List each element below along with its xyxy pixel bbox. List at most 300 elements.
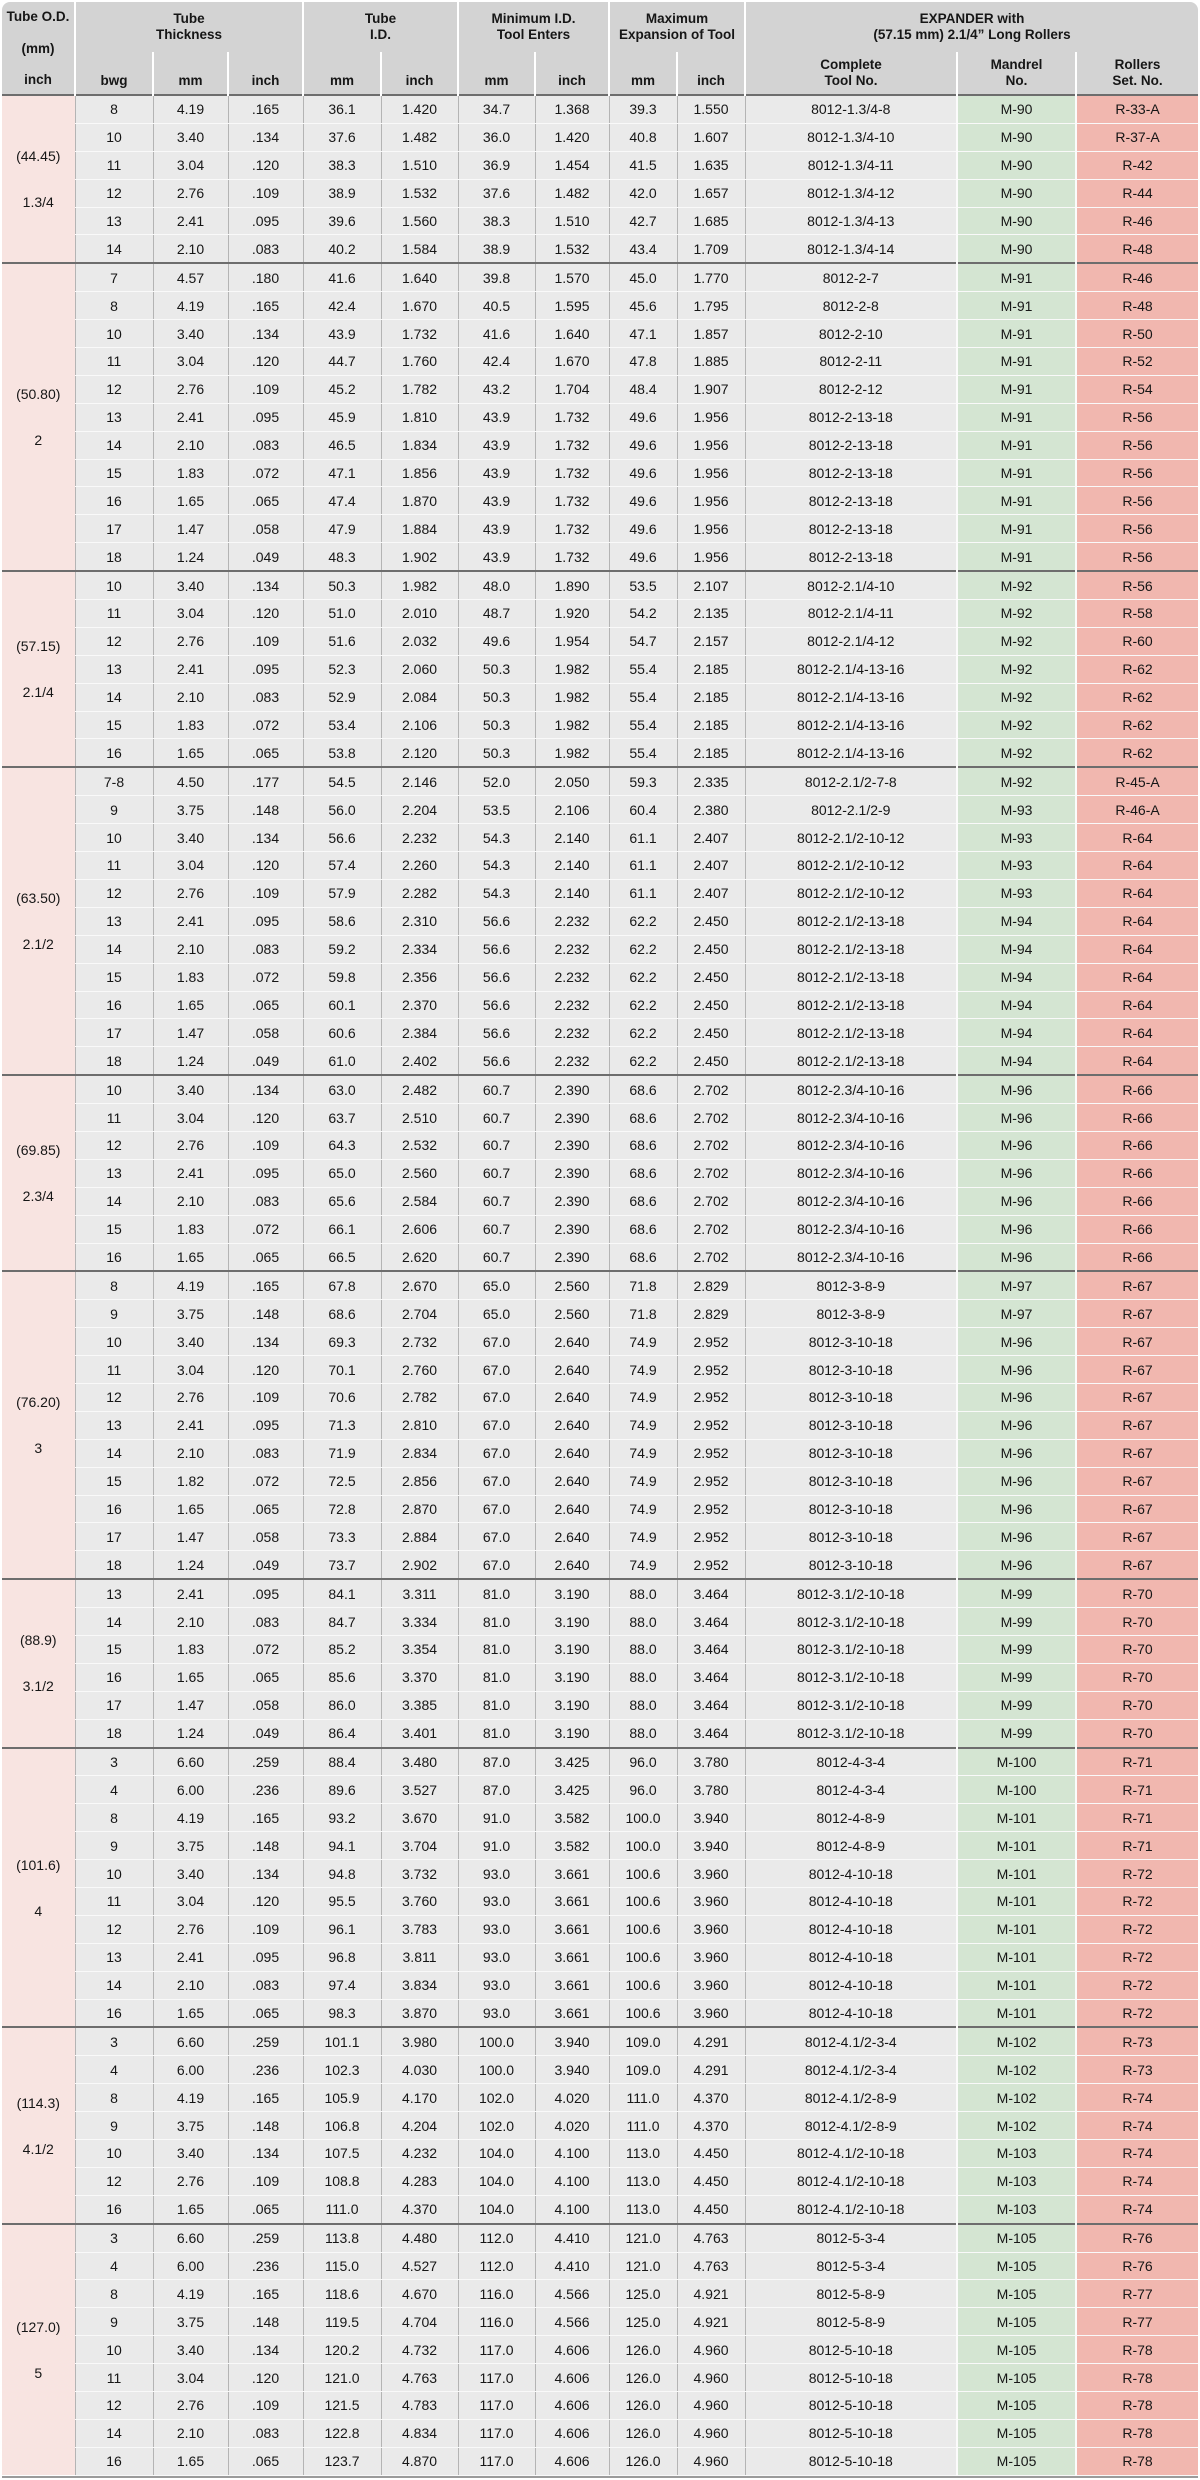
cell-id-mm: 94.1	[303, 1832, 381, 1860]
cell-min-id-mm: 93.0	[458, 1888, 535, 1916]
cell-bwg: 10	[75, 123, 153, 151]
cell-bwg: 14	[75, 935, 153, 963]
cell-thickness-mm: 1.65	[153, 991, 228, 1019]
cell-max-exp-inch: 2.952	[677, 1551, 745, 1579]
cell-min-id-mm: 48.7	[458, 600, 535, 628]
tube-od-mm-label: (69.85)	[16, 1142, 61, 1159]
cell-min-id-mm: 81.0	[458, 1608, 535, 1636]
table-row	[2, 1243, 1198, 1271]
table-row	[2, 1860, 1198, 1888]
cell-id-inch: 2.810	[381, 1411, 458, 1439]
cell-thickness-mm: 1.47	[153, 1691, 228, 1719]
cell-id-mm: 52.3	[303, 655, 381, 683]
cell-min-id-mm: 81.0	[458, 1579, 535, 1607]
cell-id-mm: 41.6	[303, 263, 381, 291]
cell-bwg: 10	[75, 571, 153, 599]
cell-min-id-mm: 65.0	[458, 1300, 535, 1328]
cell-max-exp-inch: 3.780	[677, 1748, 745, 1776]
od-section	[2, 1579, 1198, 1747]
cell-max-exp-inch: 1.635	[677, 151, 745, 179]
cell-tool-no: 8012-2.1/2-10-12	[745, 879, 957, 907]
cell-mandrel-no: M-105	[957, 2364, 1076, 2392]
cell-tool-no: 8012-2.3/4-10-16	[745, 1131, 957, 1159]
cell-thickness-inch: .065	[228, 1495, 303, 1523]
table-row	[2, 2140, 1198, 2168]
table-row	[2, 1328, 1198, 1356]
cell-min-id-mm: 93.0	[458, 1915, 535, 1943]
cell-max-exp-inch: 1.956	[677, 543, 745, 571]
table-row	[2, 1131, 1198, 1159]
cell-id-inch: 3.834	[381, 1971, 458, 1999]
table-row	[2, 852, 1198, 880]
cell-min-id-mm: 60.7	[458, 1215, 535, 1243]
cell-thickness-mm: 1.65	[153, 1663, 228, 1691]
cell-max-exp-inch: 4.960	[677, 2447, 745, 2475]
cell-mandrel-no: M-96	[957, 1439, 1076, 1467]
cell-mandrel-no: M-97	[957, 1300, 1076, 1328]
cell-bwg: 9	[75, 2308, 153, 2336]
cell-min-id-inch: 3.190	[535, 1635, 609, 1663]
cell-thickness-inch: .165	[228, 95, 303, 123]
cell-min-id-mm: 56.6	[458, 935, 535, 963]
cell-rollers-set-no: R-66	[1076, 1159, 1198, 1187]
cell-tool-no: 8012-3-10-18	[745, 1383, 957, 1411]
cell-max-exp-inch: 2.157	[677, 627, 745, 655]
cell-id-inch: 2.584	[381, 1187, 458, 1215]
cell-thickness-inch: .109	[228, 879, 303, 907]
cell-max-exp-inch: 2.407	[677, 824, 745, 852]
cell-max-exp-inch: 2.952	[677, 1523, 745, 1551]
cell-id-mm: 121.0	[303, 2364, 381, 2392]
cell-min-id-inch: 2.640	[535, 1523, 609, 1551]
cell-tool-no: 8012-2.1/2-10-12	[745, 824, 957, 852]
cell-thickness-mm: 4.19	[153, 1804, 228, 1832]
cell-id-inch: 2.010	[381, 600, 458, 628]
cell-bwg: 13	[75, 1411, 153, 1439]
cell-max-exp-mm: 61.1	[609, 852, 677, 880]
cell-min-id-inch: 1.420	[535, 123, 609, 151]
cell-bwg: 12	[75, 179, 153, 207]
cell-tool-no: 8012-4.1/2-3-4	[745, 2056, 957, 2084]
cell-max-exp-inch: 2.952	[677, 1439, 745, 1467]
cell-thickness-mm: 2.76	[153, 375, 228, 403]
table-row	[2, 1047, 1198, 1075]
cell-bwg: 17	[75, 1691, 153, 1719]
cell-max-exp-inch: 1.607	[677, 123, 745, 151]
cell-rollers-set-no: R-64	[1076, 852, 1198, 880]
cell-thickness-mm: 3.75	[153, 796, 228, 824]
cell-tool-no: 8012-3-10-18	[745, 1495, 957, 1523]
cell-max-exp-inch: 3.940	[677, 1832, 745, 1860]
tube-od-mm-label: (127.0)	[16, 2318, 61, 2335]
cell-thickness-inch: .065	[228, 487, 303, 515]
table-row	[2, 600, 1198, 628]
cell-id-inch: 2.356	[381, 963, 458, 991]
cell-id-mm: 101.1	[303, 2027, 381, 2055]
cell-min-id-inch: 3.661	[535, 1943, 609, 1971]
cell-max-exp-mm: 126.0	[609, 2364, 677, 2392]
table-row	[2, 683, 1198, 711]
cell-max-exp-mm: 54.7	[609, 627, 677, 655]
table-row	[2, 2167, 1198, 2195]
cell-mandrel-no: M-93	[957, 852, 1076, 880]
cell-thickness-mm: 2.41	[153, 1159, 228, 1187]
cell-min-id-inch: 1.482	[535, 179, 609, 207]
header-tube-id: Tube I.D.	[303, 2, 458, 52]
cell-id-inch: 4.704	[381, 2308, 458, 2336]
cell-max-exp-inch: 3.464	[677, 1691, 745, 1719]
cell-min-id-inch: 3.661	[535, 1888, 609, 1916]
cell-thickness-mm: 3.75	[153, 2112, 228, 2140]
table-row	[2, 1411, 1198, 1439]
table-row	[2, 655, 1198, 683]
cell-thickness-inch: .120	[228, 600, 303, 628]
cell-id-inch: 3.870	[381, 1999, 458, 2027]
cell-thickness-inch: .095	[228, 403, 303, 431]
cell-max-exp-mm: 62.2	[609, 991, 677, 1019]
cell-id-mm: 119.5	[303, 2308, 381, 2336]
tube-od-inch-label: 2.1/4	[22, 684, 54, 701]
cell-min-id-mm: 93.0	[458, 1943, 535, 1971]
cell-tool-no: 8012-5-10-18	[745, 2419, 957, 2447]
cell-thickness-mm: 2.10	[153, 683, 228, 711]
cell-max-exp-inch: 1.956	[677, 403, 745, 431]
cell-id-mm: 85.6	[303, 1663, 381, 1691]
cell-rollers-set-no: R-71	[1076, 1804, 1198, 1832]
cell-thickness-mm: 3.04	[153, 1888, 228, 1916]
cell-mandrel-no: M-96	[957, 1328, 1076, 1356]
cell-thickness-inch: .083	[228, 1608, 303, 1636]
cell-min-id-mm: 117.0	[458, 2447, 535, 2475]
cell-bwg: 10	[75, 320, 153, 348]
cell-max-exp-mm: 111.0	[609, 2112, 677, 2140]
cell-max-exp-mm: 111.0	[609, 2084, 677, 2112]
cell-id-inch: 1.834	[381, 431, 458, 459]
cell-max-exp-mm: 43.4	[609, 235, 677, 263]
cell-min-id-mm: 91.0	[458, 1804, 535, 1832]
cell-mandrel-no: M-96	[957, 1551, 1076, 1579]
cell-min-id-mm: 102.0	[458, 2084, 535, 2112]
cell-thickness-inch: .049	[228, 543, 303, 571]
table-row	[2, 1579, 1198, 1607]
cell-id-inch: 3.704	[381, 1832, 458, 1860]
cell-max-exp-mm: 74.9	[609, 1495, 677, 1523]
cell-mandrel-no: M-92	[957, 627, 1076, 655]
cell-bwg: 16	[75, 1495, 153, 1523]
cell-mandrel-no: M-105	[957, 2224, 1076, 2252]
cell-id-inch: 4.480	[381, 2224, 458, 2252]
table-row	[2, 796, 1198, 824]
cell-mandrel-no: M-90	[957, 207, 1076, 235]
table-row	[2, 711, 1198, 739]
cell-max-exp-inch: 4.960	[677, 2392, 745, 2420]
cell-thickness-inch: .072	[228, 1635, 303, 1663]
cell-tube-od	[2, 1579, 75, 1747]
cell-bwg: 13	[75, 207, 153, 235]
cell-tool-no: 8012-4.1/2-10-18	[745, 2195, 957, 2223]
cell-tool-no: 8012-2.3/4-10-16	[745, 1104, 957, 1132]
tube-od-mm-label: (50.80)	[16, 386, 61, 403]
cell-min-id-inch: 4.410	[535, 2224, 609, 2252]
cell-max-exp-inch: 3.960	[677, 1860, 745, 1888]
cell-thickness-mm: 6.00	[153, 2056, 228, 2084]
cell-mandrel-no: M-105	[957, 2392, 1076, 2420]
cell-max-exp-inch: 2.450	[677, 963, 745, 991]
cell-min-id-mm: 67.0	[458, 1467, 535, 1495]
cell-tool-no: 8012-2.1/4-12	[745, 627, 957, 655]
cell-id-inch: 2.310	[381, 907, 458, 935]
cell-thickness-mm: 4.57	[153, 263, 228, 291]
cell-id-inch: 1.584	[381, 235, 458, 263]
cell-bwg: 16	[75, 739, 153, 767]
table-row	[2, 1383, 1198, 1411]
cell-bwg: 18	[75, 543, 153, 571]
cell-mandrel-no: M-100	[957, 1776, 1076, 1804]
tube-od-inch-label: 2	[34, 432, 43, 449]
cell-tool-no: 8012-2-13-18	[745, 515, 957, 543]
cell-mandrel-no: M-91	[957, 375, 1076, 403]
cell-min-id-inch: 1.704	[535, 375, 609, 403]
cell-thickness-inch: .083	[228, 1971, 303, 1999]
od-section	[2, 1271, 1198, 1579]
cell-max-exp-inch: 1.907	[677, 375, 745, 403]
cell-id-inch: 4.527	[381, 2252, 458, 2280]
cell-thickness-mm: 1.65	[153, 1243, 228, 1271]
cell-thickness-mm: 2.10	[153, 431, 228, 459]
table-row	[2, 515, 1198, 543]
cell-min-id-mm: 43.9	[458, 431, 535, 459]
cell-thickness-mm: 1.65	[153, 739, 228, 767]
cell-mandrel-no: M-91	[957, 487, 1076, 515]
cell-min-id-inch: 2.390	[535, 1131, 609, 1159]
cell-min-id-mm: 40.5	[458, 292, 535, 320]
cell-id-mm: 47.9	[303, 515, 381, 543]
cell-bwg: 13	[75, 1943, 153, 1971]
cell-mandrel-no: M-101	[957, 1915, 1076, 1943]
cell-id-inch: 2.260	[381, 852, 458, 880]
cell-id-mm: 85.2	[303, 1635, 381, 1663]
cell-id-mm: 54.5	[303, 767, 381, 795]
cell-min-id-mm: 81.0	[458, 1691, 535, 1719]
cell-min-id-mm: 60.7	[458, 1104, 535, 1132]
cell-max-exp-mm: 88.0	[609, 1608, 677, 1636]
cell-thickness-mm: 6.60	[153, 2224, 228, 2252]
header-sub-row	[2, 52, 1198, 95]
cell-thickness-inch: .058	[228, 1691, 303, 1719]
cell-rollers-set-no: R-64	[1076, 1019, 1198, 1047]
cell-thickness-inch: .120	[228, 151, 303, 179]
cell-max-exp-mm: 74.9	[609, 1467, 677, 1495]
cell-max-exp-mm: 74.9	[609, 1551, 677, 1579]
cell-mandrel-no: M-102	[957, 2056, 1076, 2084]
cell-max-exp-inch: 2.450	[677, 935, 745, 963]
cell-max-exp-mm: 100.0	[609, 1804, 677, 1832]
cell-max-exp-inch: 4.921	[677, 2280, 745, 2308]
cell-thickness-inch: .072	[228, 711, 303, 739]
cell-id-inch: 1.482	[381, 123, 458, 151]
cell-id-mm: 52.9	[303, 683, 381, 711]
cell-max-exp-mm: 68.6	[609, 1075, 677, 1103]
tube-expander-table-container	[2, 2, 1198, 2478]
table-row	[2, 431, 1198, 459]
cell-thickness-mm: 2.10	[153, 235, 228, 263]
cell-max-exp-inch: 1.956	[677, 431, 745, 459]
cell-bwg: 18	[75, 1047, 153, 1075]
table-row	[2, 375, 1198, 403]
cell-tool-no: 8012-4-3-4	[745, 1748, 957, 1776]
cell-bwg: 16	[75, 487, 153, 515]
cell-thickness-inch: .065	[228, 1243, 303, 1271]
cell-id-inch: 1.732	[381, 320, 458, 348]
cell-max-exp-mm: 71.8	[609, 1271, 677, 1299]
header-minimum-id: Minimum I.D. Tool Enters	[458, 2, 609, 52]
cell-min-id-mm: 67.0	[458, 1495, 535, 1523]
subheader-complete-tool-no: Complete Tool No.	[745, 52, 957, 95]
cell-bwg: 13	[75, 907, 153, 935]
cell-bwg: 8	[75, 2280, 153, 2308]
cell-bwg: 9	[75, 2112, 153, 2140]
cell-bwg: 8	[75, 1271, 153, 1299]
cell-min-id-mm: 43.9	[458, 543, 535, 571]
cell-tool-no: 8012-5-10-18	[745, 2336, 957, 2364]
table-row	[2, 543, 1198, 571]
cell-max-exp-mm: 68.6	[609, 1215, 677, 1243]
table-row	[2, 991, 1198, 1019]
cell-min-id-inch: 3.661	[535, 1999, 609, 2027]
cell-bwg: 10	[75, 2336, 153, 2364]
cell-min-id-inch: 4.100	[535, 2140, 609, 2168]
cell-min-id-mm: 117.0	[458, 2392, 535, 2420]
cell-thickness-mm: 4.50	[153, 767, 228, 795]
cell-id-inch: 2.032	[381, 627, 458, 655]
cell-tube-od	[2, 571, 75, 767]
cell-thickness-mm: 3.40	[153, 1860, 228, 1888]
cell-thickness-mm: 1.47	[153, 515, 228, 543]
cell-min-id-mm: 104.0	[458, 2195, 535, 2223]
cell-thickness-inch: .109	[228, 627, 303, 655]
cell-thickness-mm: 3.04	[153, 600, 228, 628]
cell-thickness-mm: 6.00	[153, 1776, 228, 1804]
cell-max-exp-inch: 1.956	[677, 487, 745, 515]
cell-mandrel-no: M-101	[957, 1860, 1076, 1888]
cell-min-id-mm: 112.0	[458, 2224, 535, 2252]
cell-tool-no: 8012-3.1/2-10-18	[745, 1608, 957, 1636]
cell-thickness-mm: 2.76	[153, 1915, 228, 1943]
cell-rollers-set-no: R-56	[1076, 571, 1198, 599]
cell-mandrel-no: M-90	[957, 151, 1076, 179]
cell-tool-no: 8012-2-11	[745, 348, 957, 376]
cell-thickness-inch: .065	[228, 2447, 303, 2475]
cell-max-exp-inch: 2.952	[677, 1495, 745, 1523]
cell-max-exp-mm: 55.4	[609, 739, 677, 767]
cell-max-exp-mm: 49.6	[609, 431, 677, 459]
cell-mandrel-no: M-96	[957, 1104, 1076, 1132]
cell-max-exp-mm: 55.4	[609, 711, 677, 739]
cell-mandrel-no: M-101	[957, 1999, 1076, 2027]
header-tube-od-inch: inch	[24, 72, 52, 88]
cell-thickness-mm: 1.65	[153, 2195, 228, 2223]
cell-max-exp-inch: 2.407	[677, 852, 745, 880]
cell-thickness-mm: 3.04	[153, 1104, 228, 1132]
cell-id-mm: 71.3	[303, 1411, 381, 1439]
cell-mandrel-no: M-91	[957, 515, 1076, 543]
cell-thickness-mm: 2.76	[153, 2392, 228, 2420]
cell-max-exp-mm: 59.3	[609, 767, 677, 795]
cell-rollers-set-no: R-76	[1076, 2252, 1198, 2280]
cell-max-exp-inch: 4.450	[677, 2167, 745, 2195]
cell-thickness-mm: 3.04	[153, 2364, 228, 2392]
cell-max-exp-mm: 53.5	[609, 571, 677, 599]
cell-rollers-set-no: R-64	[1076, 963, 1198, 991]
cell-tool-no: 8012-4.1/2-8-9	[745, 2112, 957, 2140]
cell-bwg: 15	[75, 1635, 153, 1663]
cell-id-inch: 3.311	[381, 1579, 458, 1607]
cell-mandrel-no: M-103	[957, 2167, 1076, 2195]
cell-min-id-mm: 42.4	[458, 348, 535, 376]
cell-thickness-inch: .134	[228, 571, 303, 599]
cell-id-inch: 3.370	[381, 1663, 458, 1691]
cell-id-mm: 122.8	[303, 2419, 381, 2447]
cell-rollers-set-no: R-67	[1076, 1551, 1198, 1579]
cell-thickness-inch: .134	[228, 1328, 303, 1356]
cell-thickness-inch: .109	[228, 375, 303, 403]
cell-min-id-mm: 56.6	[458, 1047, 535, 1075]
cell-max-exp-mm: 49.6	[609, 459, 677, 487]
cell-thickness-inch: .072	[228, 963, 303, 991]
cell-mandrel-no: M-97	[957, 1271, 1076, 1299]
cell-mandrel-no: M-91	[957, 292, 1076, 320]
cell-thickness-mm: 2.76	[153, 1383, 228, 1411]
cell-thickness-mm: 2.10	[153, 1971, 228, 1999]
cell-id-inch: 1.810	[381, 403, 458, 431]
tube-od-mm-label: (88.9)	[19, 1632, 57, 1649]
table-row	[2, 263, 1198, 291]
cell-bwg: 13	[75, 1159, 153, 1187]
cell-id-mm: 47.1	[303, 459, 381, 487]
cell-rollers-set-no: R-48	[1076, 292, 1198, 320]
cell-min-id-inch: 3.940	[535, 2027, 609, 2055]
cell-rollers-set-no: R-77	[1076, 2280, 1198, 2308]
cell-id-inch: 3.334	[381, 1608, 458, 1636]
cell-rollers-set-no: R-71	[1076, 1832, 1198, 1860]
cell-rollers-set-no: R-72	[1076, 1971, 1198, 1999]
cell-id-inch: 1.760	[381, 348, 458, 376]
cell-thickness-inch: .095	[228, 1159, 303, 1187]
cell-min-id-inch: 3.190	[535, 1691, 609, 1719]
cell-mandrel-no: M-105	[957, 2336, 1076, 2364]
cell-max-exp-inch: 2.952	[677, 1383, 745, 1411]
cell-id-inch: 2.670	[381, 1271, 458, 1299]
cell-rollers-set-no: R-70	[1076, 1663, 1198, 1691]
subheader-thickness-inch: inch	[228, 52, 303, 95]
cell-thickness-mm: 1.47	[153, 1523, 228, 1551]
cell-rollers-set-no: R-70	[1076, 1579, 1198, 1607]
cell-rollers-set-no: R-64	[1076, 935, 1198, 963]
cell-tool-no: 8012-2.1/2-13-18	[745, 907, 957, 935]
cell-min-id-mm: 81.0	[458, 1663, 535, 1691]
cell-max-exp-inch: 1.685	[677, 207, 745, 235]
table-row	[2, 235, 1198, 263]
cell-rollers-set-no: R-42	[1076, 151, 1198, 179]
cell-rollers-set-no: R-62	[1076, 683, 1198, 711]
cell-min-id-mm: 43.9	[458, 459, 535, 487]
cell-max-exp-mm: 62.2	[609, 935, 677, 963]
cell-max-exp-inch: 3.464	[677, 1608, 745, 1636]
cell-thickness-mm: 4.19	[153, 2084, 228, 2112]
cell-rollers-set-no: R-77	[1076, 2308, 1198, 2336]
cell-min-id-inch: 4.566	[535, 2308, 609, 2336]
cell-min-id-inch: 2.390	[535, 1104, 609, 1132]
